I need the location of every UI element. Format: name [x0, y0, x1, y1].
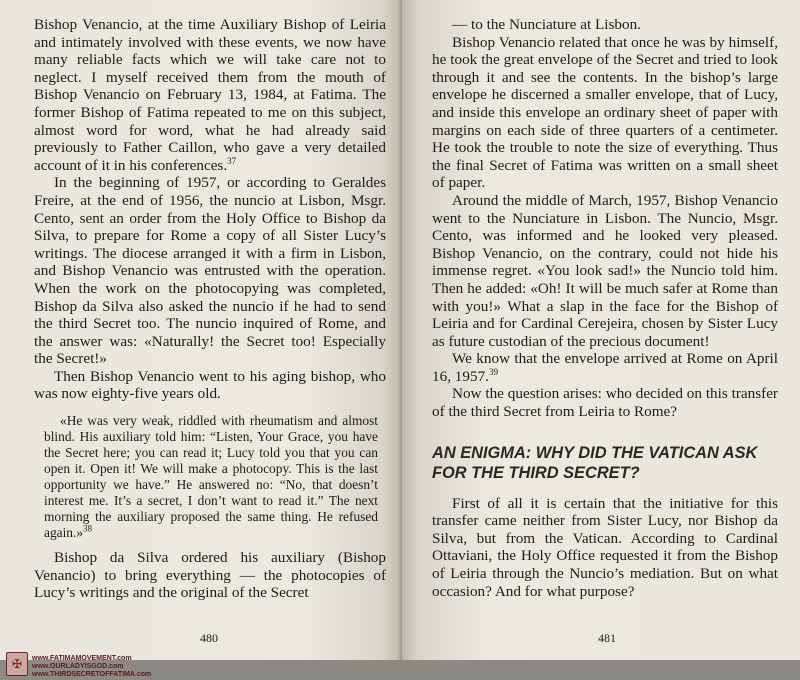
- paragraph: Around the middle of March, 1957, Bishop Venancio went to the Nunciature in Lisbon. The Nuncio, Msgr. Cento, was informed and he looked very pleased. Bishop Venancio, on the contrary, could not hide his immense regret. «You look sad!» the Nuncio told him. Then he added: «Oh! It will be much safer at Rome than with you!» What a slap in the face for the Bishop of Leiria and for Cardinal Cerejeira, chosen by Sister Lucy as future custodian of the precious document!: [432, 191, 778, 350]
- paragraph: Bishop da Silva ordered his auxiliary (Bishop Venancio) to bring everything — the photocopies of Lucy’s writings and the original of the Secret: [34, 549, 386, 602]
- paragraph: Bishop Venancio related that once he was by himself, he took the great envelope of the Secret and tried to look through it and see the contents. In the bishop’s large envelope he discerned a smaller envelope, that of Lucy, and inside this envelope an ordinary sheet of paper with margins on each side of three quarters of a centimeter. He took the trouble to note the size of everything. Thus the final Secret of Fatima was written on a small sheet of paper.: [432, 33, 778, 192]
- paragraph: First of all it is certain that the initiative for this transfer came neither from Sister Lucy, nor Bishop da Silva, but from the Vatican. According to Cardinal Ottaviani, the Holy Office requested it from the Bishop of Leiria through the Nuncio’s mediation. But on what occasion? And for what purpose?: [432, 494, 778, 600]
- paragraph-text: In the beginning of 1957, or according to Geraldes Freire, at the end of 1956, the nuncio at Lisbon, Msgr. Cento, sent an order from the Holy Office to Bishop da Silva, to prepare for Rome a copy of all Sister Lucy’s writings. The diocese arranged it with a firm in Lisbon, and Bishop Venancio was entrusted with the operation. When the work on the photocopying was completed, Bishop da Silva also asked the nuncio if he had to send the third Secret too. The nuncio inquired of Rome, and the answer was: «Naturally! the Secret too! Especially the Secret!»: [34, 174, 386, 368]
- paragraph: [34, 174, 386, 368]
- footnote-marker: 37: [227, 155, 237, 166]
- footnote-marker: 39: [488, 366, 498, 377]
- paragraph: [34, 16, 386, 174]
- right-page: [402, 0, 800, 660]
- block-quote: [44, 413, 378, 541]
- paragraph-text: Bishop Venancio, at the time Auxiliary Bishop of Leiria and intimately involved with these events, we now have many reliable facts which we will take care not to neglect. I myself received them from the mouth of Bishop Venancio on February 13, 1984, at Fatima. The former Bishop of Fatima repeated to me on this subject, almost word for word, what he had already said previously to Father Caillon, who gave a very detailed account of it in his conferences.: [34, 16, 386, 174]
- paragraph: Then Bishop Venancio went to his aging bishop, who was now eighty-five years old.: [34, 367, 386, 403]
- quote-text: «He was very weak, riddled with rheumatism and almost blind. His auxiliary told him: “Listen, Your Grace, you have the Secret here; you can read it; Lucy told you that you can open it. Open it! We will make a photocopy. This is the last opportunity we have.” He answered no: “No, that doesn’t interest me. It’s a secret, I don’t want to read it.” The next morning the auxiliary proposed the same thing. He refused again.»: [44, 413, 378, 541]
- left-page: [0, 0, 402, 660]
- footnote-marker: 38: [83, 523, 93, 534]
- paragraph: Now the question arises: who decided on this transfer of the third Secret from Leiria to Rome?: [432, 385, 778, 421]
- paragraph-text: We know that the envelope arrived at Rome on April 16, 1957.: [432, 350, 778, 385]
- website-link[interactable]: www.OURLADYISGOD.com: [32, 663, 124, 670]
- continuation-line: — to the Nunciature at Lisbon.: [452, 16, 641, 33]
- section-heading: AN ENIGMA: WHY DID THE VATICAN ASK FOR THE THIRD SECRET?: [432, 443, 758, 482]
- paragraph: [432, 350, 778, 385]
- website-list: [32, 655, 151, 679]
- page-number: 480: [200, 631, 218, 645]
- website-link[interactable]: www.FATIMAMOVEMENT.com: [32, 655, 132, 662]
- website-link[interactable]: www.THIRDSECRETOFFATIMA.com: [32, 671, 152, 678]
- watermark-footer: [0, 648, 800, 680]
- page-number: 481: [598, 631, 616, 645]
- cross-logo-icon: ✠: [6, 652, 28, 676]
